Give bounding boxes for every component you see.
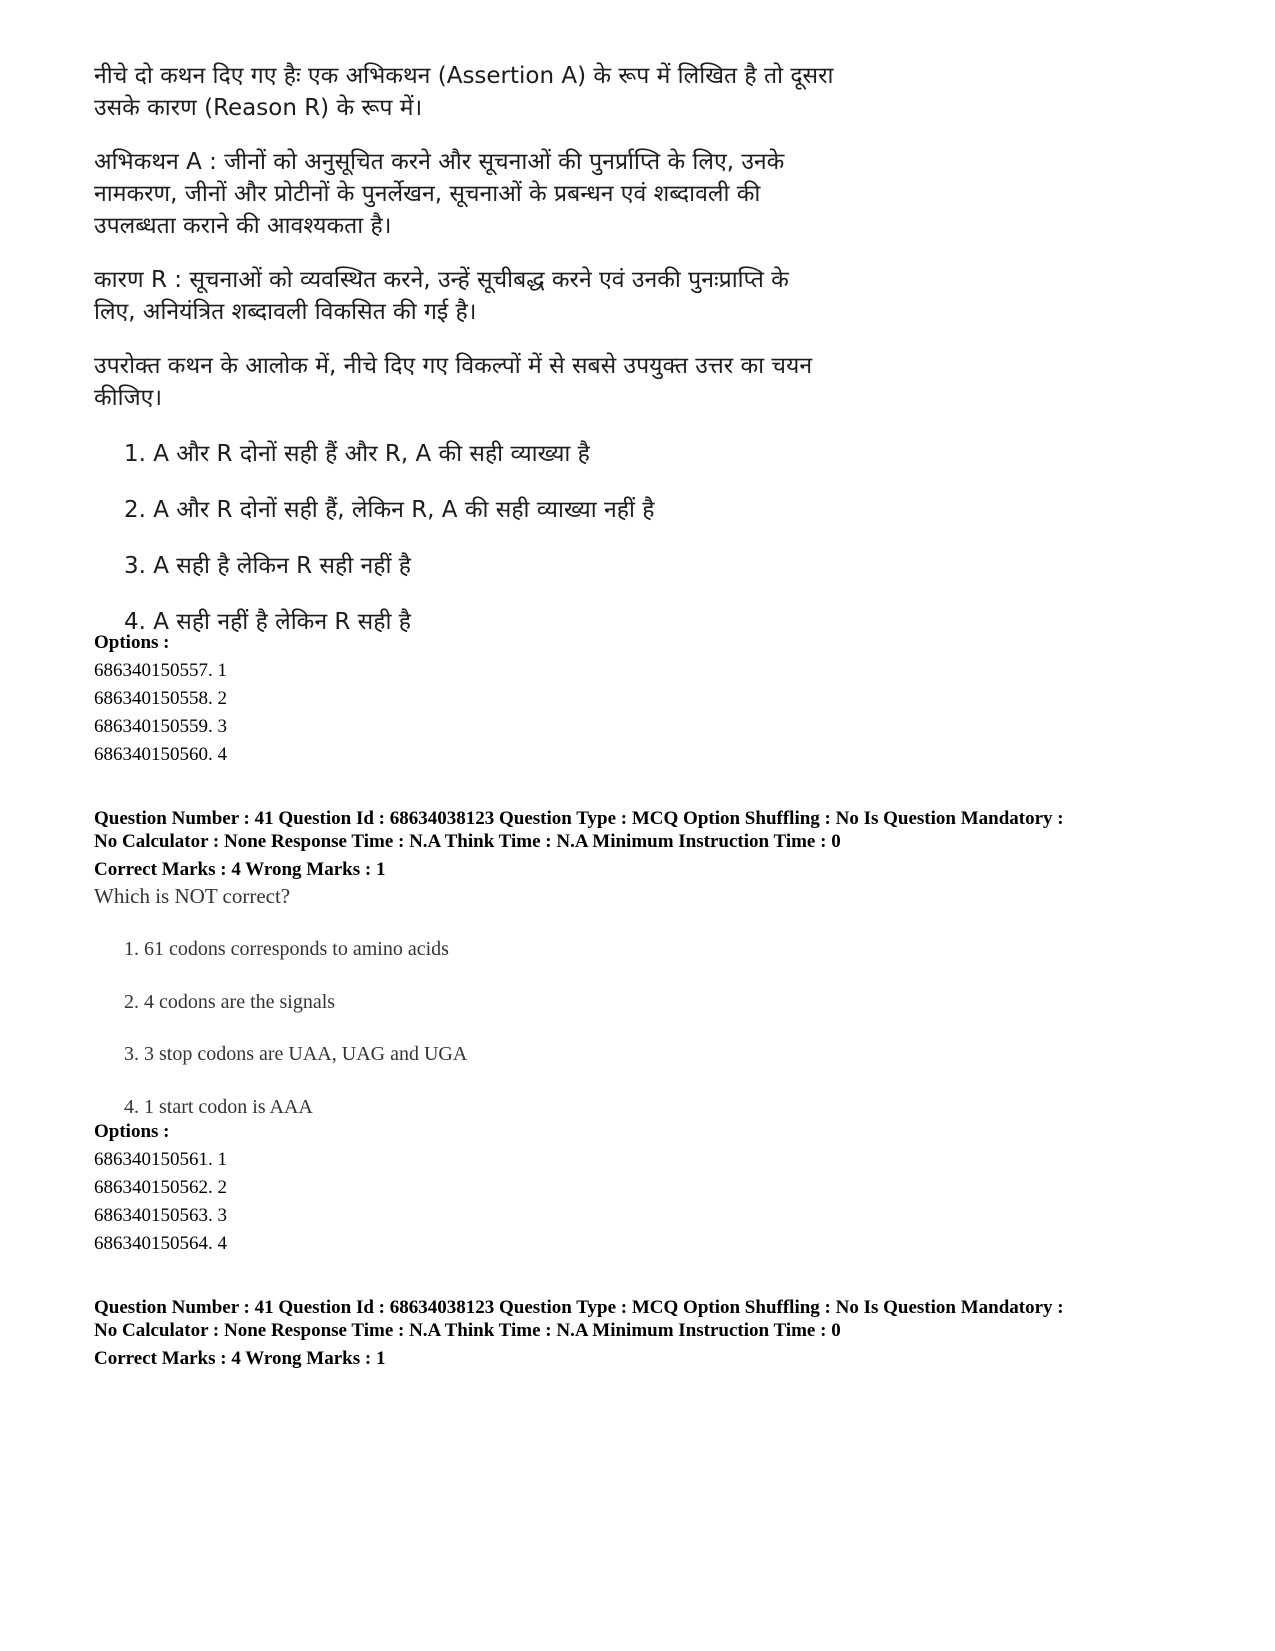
option-id-2: 686340150562. 2 [94,1177,227,1198]
intro-line-2: उसके कारण (Reason R) के रूप में। [94,95,423,121]
option-id-1: 686340150561. 1 [94,1149,227,1170]
prompt-line-2: कीजिए। [94,385,163,411]
intro-line-1: नीचे दो कथन दिए गए हैः एक अभिकथन (Assertion A) के रूप में लिखित है तो दूसरा [94,63,834,89]
option-id-1: 686340150557. 1 [94,660,227,681]
marks-line: Correct Marks : 4 Wrong Marks : 1 [94,1348,386,1369]
choice-3: 3. A सही है लेकिन R सही नहीं है [124,553,411,579]
assertion-line-1: अभिकथन A : जीनों को अनुसूचित करने और सूचनाओं की पुनर्प्राप्ति के लिए, उनके [94,149,785,175]
options-label: Options : [94,1121,170,1142]
choice-4: 4. A सही नहीं है लेकिन R सही है [124,609,411,635]
choice-4: 4. 1 start codon is AAA [124,1096,313,1118]
choice-2: 2. A और R दोनों सही हैं, लेकिन R, A की सही व्याख्या नहीं है [124,497,655,523]
reason-line-2: लिए, अनियंत्रित शब्दावली विकसित की गई है। [94,299,477,325]
question-meta-line-2: No Calculator : None Response Time : N.A Think Time : N.A Minimum Instruction Time : 0 [94,1320,841,1341]
choice-1: 1. A और R दोनों सही हैं और R, A की सही व्याख्या है [124,441,590,467]
reason-line-1: कारण R : सूचनाओं को व्यवस्थित करने, उन्हें सूचीबद्ध करने एवं उनकी पुनःप्राप्ति के [94,267,789,293]
option-id-4: 686340150560. 4 [94,744,227,765]
choice-1: 1. 61 codons corresponds to amino acids [124,938,449,960]
option-id-2: 686340150558. 2 [94,688,227,709]
assertion-line-3: उपलब्धता कराने की आवश्यकता है। [94,213,392,239]
choice-3: 3. 3 stop codons are UAA, UAG and UGA [124,1043,468,1065]
marks-line: Correct Marks : 4 Wrong Marks : 1 [94,859,386,880]
question-meta-line-2: No Calculator : None Response Time : N.A Think Time : N.A Minimum Instruction Time : 0 [94,831,841,852]
prompt-line-1: उपरोक्त कथन के आलोक में, नीचे दिए गए विकल्पों में से सबसे उपयुक्त उत्तर का चयन [94,353,813,379]
options-label: Options : [94,632,170,653]
question-meta-line-1: Question Number : 41 Question Id : 68634038123 Question Type : MCQ Option Shuffling : No Is Question Mandatory : [94,1297,1064,1318]
assertion-line-2: नामकरण, जीनों और प्रोटीनों के पुनर्लेखन, सूचनाओं के प्रबन्धन एवं शब्दावली की [94,181,761,207]
question-meta-line-1: Question Number : 41 Question Id : 68634038123 Question Type : MCQ Option Shuffling : No Is Question Mandatory : [94,808,1064,829]
option-id-3: 686340150563. 3 [94,1205,227,1226]
option-id-3: 686340150559. 3 [94,716,227,737]
choice-2: 2. 4 codons are the signals [124,991,336,1013]
question-text: Which is NOT correct? [94,884,291,908]
option-id-4: 686340150564. 4 [94,1233,227,1254]
